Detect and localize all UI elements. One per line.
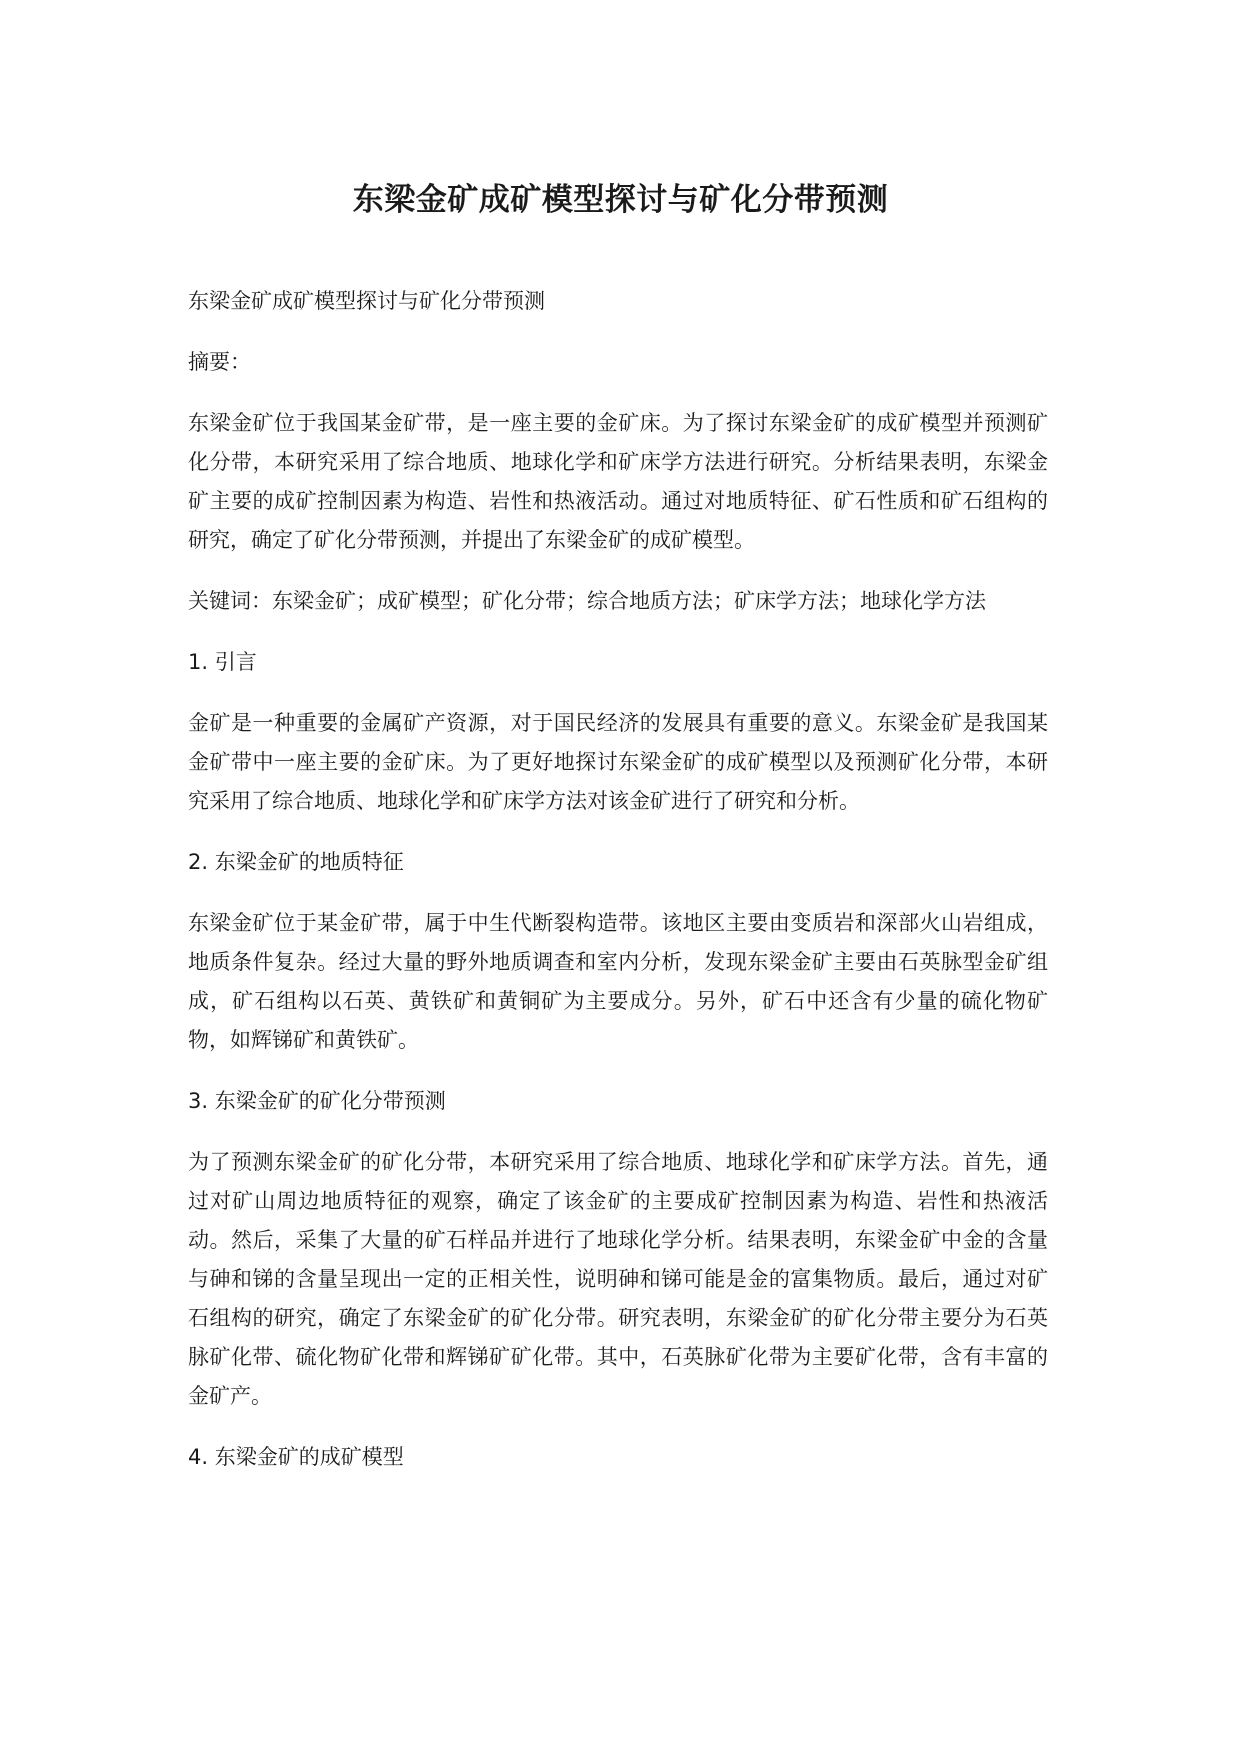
section-heading-geology: 2. 东梁金矿的地质特征: [188, 850, 404, 874]
abstract-paragraph: 东梁金矿位于我国某金矿带，是一座主要的金矿床。为了探讨东梁金矿的成矿模型并预测矿化分带，本研究采用了综合地质、地球化学和矿床学方法进行研究。分析结果表明，东梁金矿主要的成矿控制因素为构造、岩性和热液活动。通过对地质特征、矿石性质和矿石组构的研究，确定了矿化分带预测，并提出了东梁金矿的成矿模型。: [188, 411, 1048, 552]
document-subtitle: 东梁金矿成矿模型探讨与矿化分带预测: [188, 289, 545, 313]
document-title: 东梁金矿成矿模型探讨与矿化分带预测: [352, 182, 889, 218]
document-body: [188, 282, 1048, 1499]
section-body-geology: 东梁金矿位于某金矿带，属于中生代断裂构造带。该地区主要由变质岩和深部火山岩组成，地质条件复杂。经过大量的野外地质调查和室内分析，发现东梁金矿主要由石英脉型金矿组成，矿石组构以石英、黄铁矿和黄铜矿为主要成分。另外，矿石中还含有少量的硫化物矿物，如辉锑矿和黄铁矿。: [188, 911, 1048, 1052]
section-heading-ore-model: 4. 东梁金矿的成矿模型: [188, 1445, 404, 1469]
section-body-zoning-prediction: 为了预测东梁金矿的矿化分带，本研究采用了综合地质、地球化学和矿床学方法。首先，通过对矿山周边地质特征的观察，确定了该金矿的主要成矿控制因素为构造、岩性和热液活动。然后，采集了大量的矿石样品并进行了地球化学分析。结果表明，东梁金矿中金的含量与砷和锑的含量呈现出一定的正相关性，说明砷和锑可能是金的富集物质。最后，通过对矿石组构的研究，确定了东梁金矿的矿化分带。研究表明，东梁金矿的矿化分带主要分为石英脉矿化带、硫化物矿化带和辉锑矿矿化带。其中，石英脉矿化带为主要矿化带，含有丰富的金矿产。: [188, 1150, 1048, 1408]
section-body-introduction: 金矿是一种重要的金属矿产资源，对于国民经济的发展具有重要的意义。东梁金矿是我国某金矿带中一座主要的金矿床。为了更好地探讨东梁金矿的成矿模型以及预测矿化分带，本研究采用了综合地质、地球化学和矿床学方法对该金矿进行了研究和分析。: [188, 711, 1048, 813]
keywords-paragraph: 关键词：东梁金矿；成矿模型；矿化分带；综合地质方法；矿床学方法；地球化学方法: [188, 589, 986, 613]
abstract-label: 摘要：: [188, 350, 251, 374]
section-heading-zoning-prediction: 3. 东梁金矿的矿化分带预测: [188, 1089, 446, 1113]
section-heading-introduction: 1. 引言: [188, 650, 257, 674]
